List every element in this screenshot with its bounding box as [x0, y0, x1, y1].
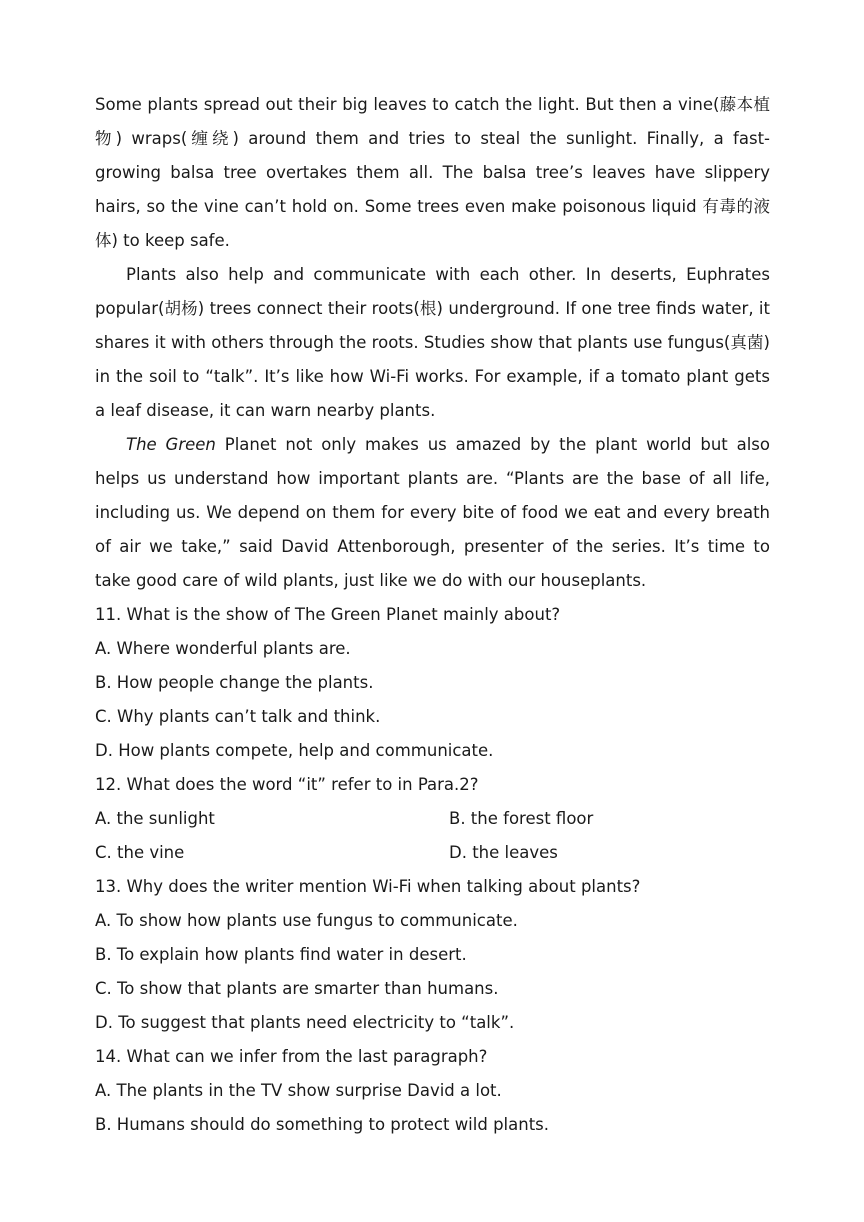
question-12-options-row-2: [95, 836, 770, 870]
question-11-option-d: D. How plants compete, help and communicate.: [95, 741, 494, 760]
question-13-option-d: D. To suggest that plants need electricity to “talk”.: [95, 1013, 515, 1032]
question-12-option-b: B. the forest floor: [449, 809, 594, 828]
passage-paragraph-2: Plants also help and communicate with each other. In deserts, Euphrates popular(胡杨) trees connect their roots(根) underground. If one tree finds water, it shares it with others through the roots. Studies show that plants use fungus(真菌) in the soil to “talk”. It’s like how Wi-Fi works. For example, if a tomato plant gets a leaf disease, it can warn nearby plants.: [95, 265, 770, 420]
show-title: The Green: [126, 435, 216, 454]
question-11-stem: 11. What is the show of The Green Planet mainly about?: [95, 605, 561, 624]
question-14-stem: 14. What can we infer from the last paragraph?: [95, 1047, 488, 1066]
question-11-option-a: A. Where wonderful plants are.: [95, 639, 351, 658]
question-12-option-a: A. the sunlight: [95, 809, 215, 828]
question-12-option-d: D. the leaves: [449, 843, 558, 862]
passage-paragraph-3-text: Planet not only makes us amazed by the plant world but also helps us understand how important plants are. “Plants are the base of all life, including us. We depend on them for every bite of food we eat and every breath of air we take,” said David Attenborough, presenter of the series. It’s time to take good care of wild plants, just like we do with our houseplants.: [95, 435, 770, 590]
question-13-stem: 13. Why does the writer mention Wi-Fi when talking about plants?: [95, 877, 641, 896]
question-11-option-b: B. How people change the plants.: [95, 673, 374, 692]
question-12-stem: 12. What does the word “it” refer to in Para.2?: [95, 775, 479, 794]
passage-paragraph-1: Some plants spread out their big leaves to catch the light. But then a vine(藤本植物) wraps(缠绕) around them and tries to steal the sunlight. Finally, a fast-growing balsa tree overtakes them all. The balsa tree’s leaves have slippery hairs, so the vine can’t hold on. Some trees even make poisonous liquid 有毒的液体) to keep safe.: [95, 95, 770, 250]
question-11-option-c: C. Why plants can’t talk and think.: [95, 707, 381, 726]
question-12-option-c: C. the vine: [95, 843, 185, 862]
question-14-option-a: A. The plants in the TV show surprise David a lot.: [95, 1081, 502, 1100]
question-13-option-b: B. To explain how plants find water in desert.: [95, 945, 467, 964]
question-12-options-row-1: [95, 802, 770, 836]
question-13-option-a: A. To show how plants use fungus to communicate.: [95, 911, 518, 930]
question-14-option-b: B. Humans should do something to protect wild plants.: [95, 1115, 550, 1134]
passage-paragraph-3: [95, 428, 770, 598]
document-page: [95, 88, 770, 1142]
question-13-option-c: C. To show that plants are smarter than humans.: [95, 979, 499, 998]
